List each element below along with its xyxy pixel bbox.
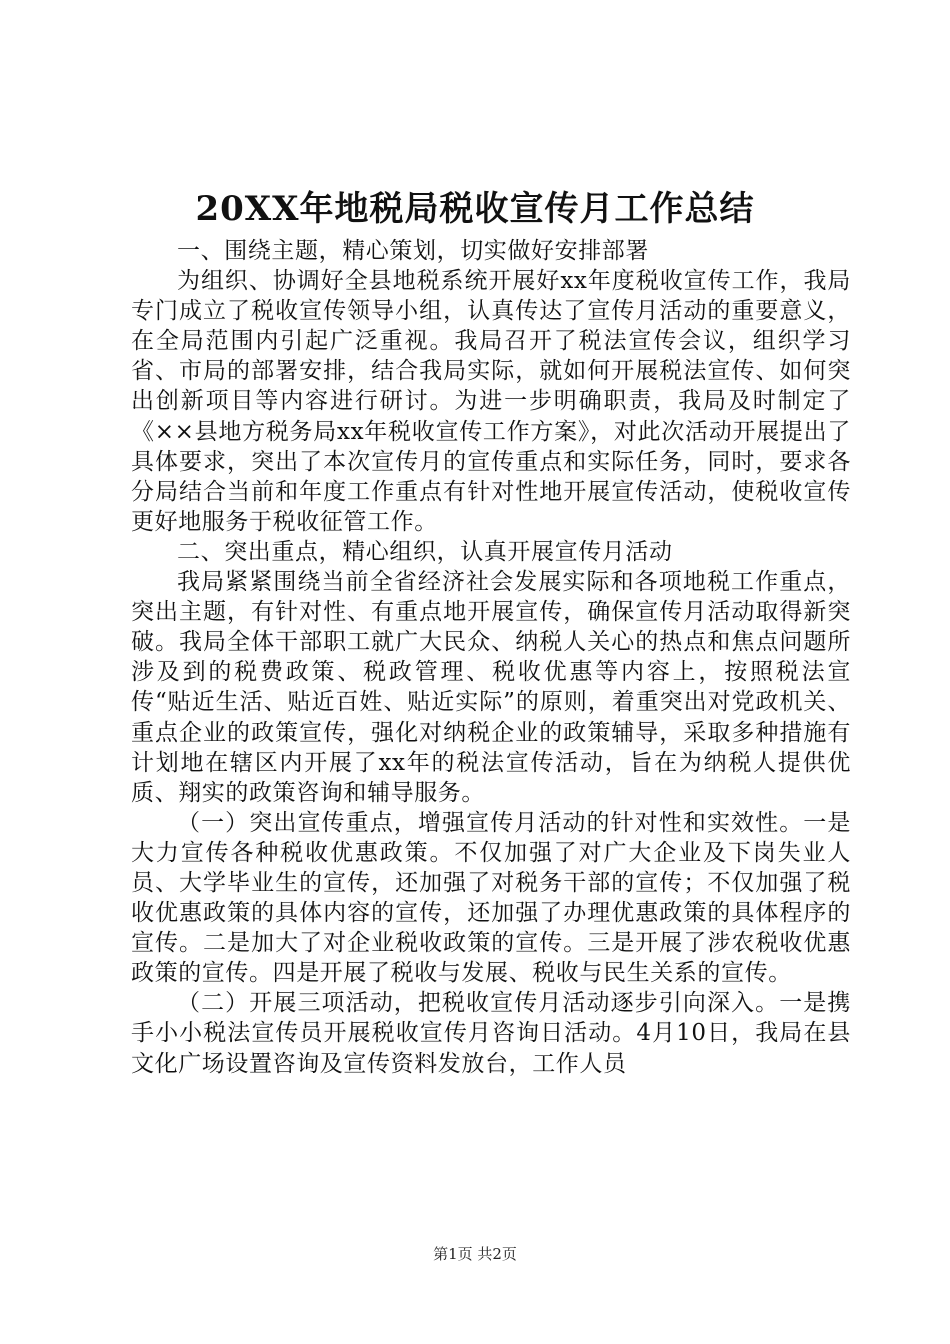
page-title: 20XX年地税局税收宣传月工作总结 [195, 189, 755, 229]
paragraph-3: （一）突出宣传重点，增强宣传月活动的针对性和实效性。一是大力宣传各种税收优惠政策。不仅加强了对广大企业及下岗失业人员、大学毕业生的宣传，还加强了对税务干部的宣传；不仅加强了税收优惠政策的具体内容的宣传，还加强了办理优惠政策的具体程序的宣传。二是加大了对企业税收政策的宣传。三是开展了涉农税收优惠政策的宣传。四是开展了税收与发展、税收与民生关系的宣传。 [131, 809, 851, 987]
paragraph-1: 为组织、协调好全县地税系统开展好xx年度税收宣传工作，我局专门成立了税收宣传领导小组，认真传达了宣传月活动的重要意义，在全局范围内引起广泛重视。我局召开了税法宣传会议，组织学习省、市局的部署安排，结合我局实际，就如何开展税法宣传、如何突出创新项目等内容进行研讨。为进一步明确职责，我局及时制定了《××县地方税务局xx年税收宣传工作方案》，对此次活动开展提出了具体要求，突出了本次宣传月的宣传重点和实际任务，同时，要求各分局结合当前和年度工作重点有针对性地开展宣传活动，使税收宣传更好地服务于税收征管工作。 [131, 268, 851, 535]
document-body [131, 236, 851, 1079]
paragraph-4: （二）开展三项活动，把税收宣传月活动逐步引向深入。一是携手小小税法宣传员开展税收宣传月咨询日活动。4月10日，我局在县文化广场设置咨询及宣传资料发放台，工作人员 [131, 990, 851, 1077]
paragraph-2: 我局紧紧围绕当前全省经济社会发展实际和各项地税工作重点，突出主题，有针对性、有重点地开展宣传，确保宣传月活动取得新突破。我局全体干部职工就广大民众、纳税人关心的热点和焦点问题所涉及到的税费政策、税政管理、税收优惠等内容上，按照税法宣传“贴近生活、贴近百姓、贴近实际”的原则，着重突出对党政机关、重点企业的政策宣传，强化对纳税企业的政策辅导，采取多种措施有计划地在辖区内开展了xx年的税法宣传活动，旨在为纳税人提供优质、翔实的政策咨询和辅导服务。 [131, 569, 851, 806]
page-number-footer: 第1页 共2页 [433, 1245, 517, 1263]
section-heading-1: 一、围绕主题，精心策划，切实做好安排部署 [177, 238, 649, 264]
section-heading-2: 二、突出重点，精心组织，认真开展宣传月活动 [177, 538, 673, 565]
